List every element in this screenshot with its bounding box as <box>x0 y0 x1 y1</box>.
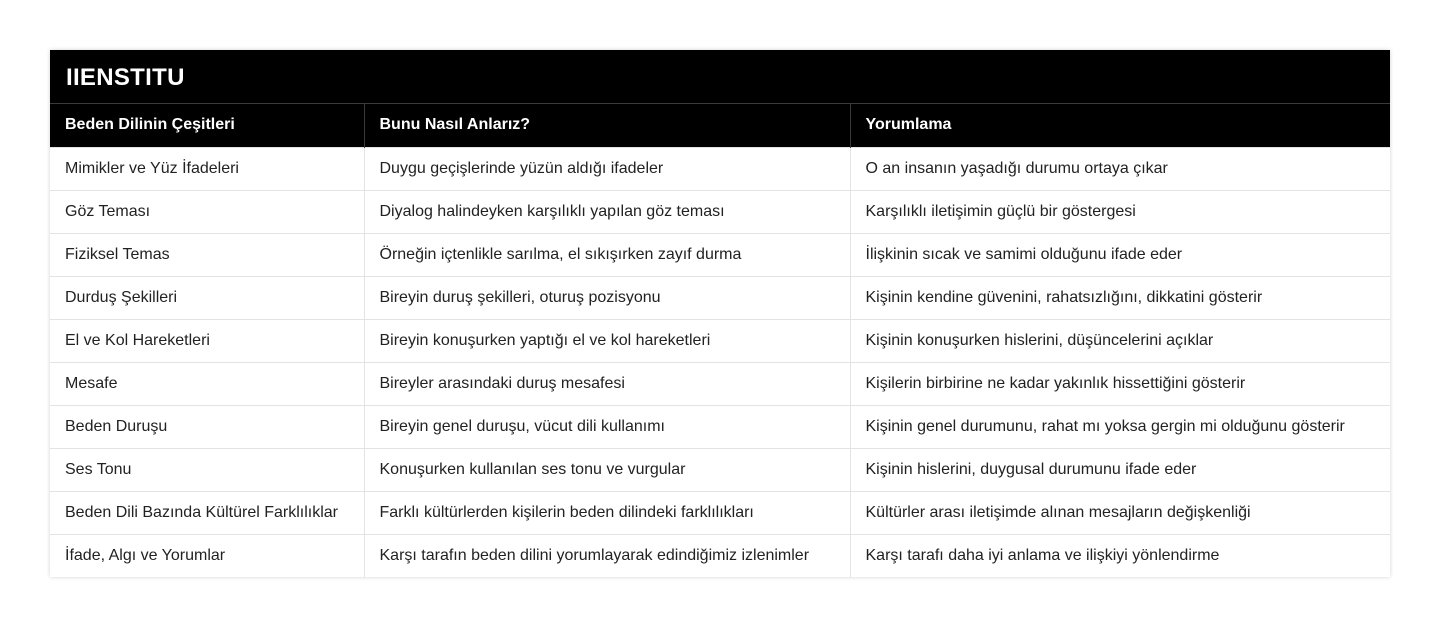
table-cell: Örneğin içtenlikle sarılma, el sıkışırken zayıf durma <box>364 233 850 276</box>
table-row <box>50 491 1390 534</box>
header-cell-interpretation: Yorumlama <box>850 104 1390 147</box>
table-row <box>50 534 1390 577</box>
table-row <box>50 190 1390 233</box>
data-table <box>50 104 1390 577</box>
header-cell-how: Bunu Nasıl Anlarız? <box>364 104 850 147</box>
table-cell: Bireyin konuşurken yaptığı el ve kol hareketleri <box>364 319 850 362</box>
table-cell: Fiziksel Temas <box>50 233 364 276</box>
table-cell: Kişilerin birbirine ne kadar yakınlık hissettiğini gösterir <box>850 362 1390 405</box>
table-cell: Kişinin konuşurken hislerini, düşüncelerini açıklar <box>850 319 1390 362</box>
table-cell: Mimikler ve Yüz İfadeleri <box>50 147 364 190</box>
table-cell: Beden Dili Bazında Kültürel Farklılıklar <box>50 491 364 534</box>
table-header <box>50 104 1390 147</box>
table-cell: Farklı kültürlerden kişilerin beden dilindeki farklılıkları <box>364 491 850 534</box>
table-cell: İlişkinin sıcak ve samimi olduğunu ifade eder <box>850 233 1390 276</box>
table-row <box>50 276 1390 319</box>
table-cell: Duygu geçişlerinde yüzün aldığı ifadeler <box>364 147 850 190</box>
table-row <box>50 448 1390 491</box>
header-row <box>50 104 1390 147</box>
table-cell: Kişinin genel durumunu, rahat mı yoksa gergin mi olduğunu gösterir <box>850 405 1390 448</box>
table-cell: Mesafe <box>50 362 364 405</box>
table-body <box>50 147 1390 577</box>
table-cell: Diyalog halindeyken karşılıklı yapılan göz teması <box>364 190 850 233</box>
table-row <box>50 147 1390 190</box>
table-cell: Karşı tarafın beden dilini yorumlayarak edindiğimiz izlenimler <box>364 534 850 577</box>
table-row <box>50 405 1390 448</box>
table-cell: Kişinin kendine güvenini, rahatsızlığını, dikkatini gösterir <box>850 276 1390 319</box>
table-container <box>50 50 1390 577</box>
table-row <box>50 319 1390 362</box>
table-cell: O an insanın yaşadığı durumu ortaya çıkar <box>850 147 1390 190</box>
table-cell: Kültürler arası iletişimde alınan mesajların değişkenliği <box>850 491 1390 534</box>
table-cell: El ve Kol Hareketleri <box>50 319 364 362</box>
table-cell: Karşılıklı iletişimin güçlü bir göstergesi <box>850 190 1390 233</box>
table-cell: Bireyin genel duruşu, vücut dili kullanımı <box>364 405 850 448</box>
table-cell: Durduş Şekilleri <box>50 276 364 319</box>
table-cell: İfade, Algı ve Yorumlar <box>50 534 364 577</box>
table-cell: Kişinin hislerini, duygusal durumunu ifade eder <box>850 448 1390 491</box>
brand-title: IIENSTITU <box>50 50 1390 104</box>
table-cell: Bireyin duruş şekilleri, oturuş pozisyonu <box>364 276 850 319</box>
table-cell: Karşı tarafı daha iyi anlama ve ilişkiyi yönlendirme <box>850 534 1390 577</box>
table-cell: Bireyler arasındaki duruş mesafesi <box>364 362 850 405</box>
table-cell: Göz Teması <box>50 190 364 233</box>
table-cell: Konuşurken kullanılan ses tonu ve vurgular <box>364 448 850 491</box>
table-cell: Ses Tonu <box>50 448 364 491</box>
table-row <box>50 233 1390 276</box>
header-cell-types: Beden Dilinin Çeşitleri <box>50 104 364 147</box>
table-row <box>50 362 1390 405</box>
table-cell: Beden Duruşu <box>50 405 364 448</box>
